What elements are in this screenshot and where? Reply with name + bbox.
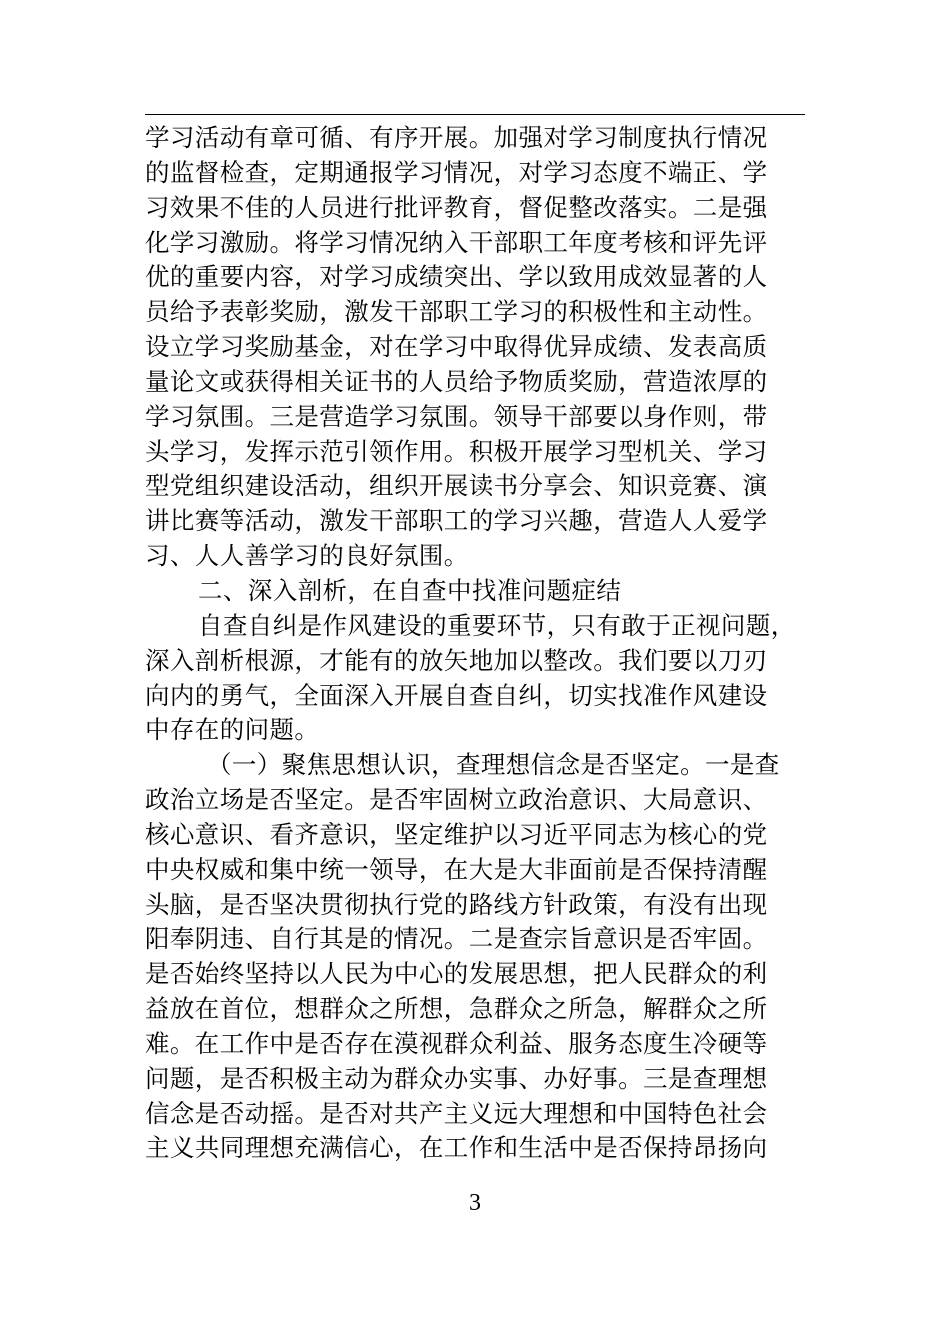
text-line: 的监督检查，定期通报学习情况，对学习态度不端正、学 bbox=[145, 157, 768, 187]
text-line: 核心意识、看齐意识，坚定维护以习近平同志为核心的党 bbox=[145, 819, 768, 849]
text-line: 问题，是否积极主动为群众办实事、办好事。三是查理想 bbox=[145, 1063, 768, 1093]
text-line: 讲比赛等活动，激发干部职工的学习兴趣，营造人人爱学 bbox=[145, 506, 768, 536]
text-line: 学习活动有章可循、有序开展。加强对学习制度执行情况 bbox=[145, 123, 768, 152]
page-number: 3 bbox=[469, 1190, 481, 1216]
header-rule bbox=[145, 114, 805, 115]
text-line: 信念是否动摇。是否对共产主义远大理想和中国特色社会 bbox=[145, 1098, 768, 1128]
text-line: 型党组织建设活动，组织开展读书分享会、知识竞赛、演 bbox=[145, 471, 768, 501]
text-line: 优的重要内容，对学习成绩突出、学以致用成效显著的人 bbox=[145, 262, 768, 292]
text-line: 向内的勇气，全面深入开展自查自纠，切实找准作风建设 bbox=[145, 680, 768, 710]
text-line: 是否始终坚持以人民为中心的发展思想，把人民群众的利 bbox=[145, 959, 768, 989]
text-line: 量论文或获得相关证书的人员给予物质奖励，营造浓厚的 bbox=[145, 366, 768, 396]
text-line: 政治立场是否坚定。是否牢固树立政治意识、大局意识、 bbox=[145, 785, 768, 815]
text-line: 阳奉阴违、自行其是的情况。二是查宗旨意识是否牢固。 bbox=[145, 924, 768, 954]
text-line: 深入剖析根源，才能有的放矢地加以整改。我们要以刀刃 bbox=[145, 645, 768, 675]
text-line: 化学习激励。将学习情况纳入干部职工年度考核和评先评 bbox=[145, 227, 768, 257]
text-line: 员给予表彰奖励，激发干部职工学习的积极性和主动性。 bbox=[145, 297, 768, 327]
text-line: 头学习，发挥示范引领作用。积极开展学习型机关、学习 bbox=[145, 436, 768, 466]
text-line: 设立学习奖励基金，对在学习中取得优异成绩、发表高质 bbox=[145, 332, 768, 362]
subsection-heading-line: （一）聚焦思想认识，查理想信念是否坚定。一是查 bbox=[207, 750, 780, 780]
text-line: 习、人人善学习的良好氛围。 bbox=[145, 541, 469, 571]
text-line: 难。在工作中是否存在漠视群众利益、服务态度生冷硬等 bbox=[145, 1028, 768, 1058]
text-line: 头脑，是否坚决贯彻执行党的路线方针政策，有没有出现 bbox=[145, 889, 768, 919]
text-line: 习效果不佳的人员进行批评教育，督促整改落实。二是强 bbox=[145, 192, 768, 222]
text-line: 中存在的问题。 bbox=[145, 715, 320, 745]
document-body bbox=[145, 121, 835, 1166]
text-line: 学习氛围。三是营造学习氛围。领导干部要以身作则，带 bbox=[145, 401, 768, 431]
paragraph-first-line: 自查自纠是作风建设的重要环节，只有敢于正视问题， bbox=[198, 610, 796, 640]
section-heading: 二、深入剖析，在自查中找准问题症结 bbox=[198, 575, 622, 605]
text-line: 主义共同理想充满信心，在工作和生活中是否保持昂扬向 bbox=[145, 1133, 768, 1163]
text-line: 中央权威和集中统一领导，在大是大非面前是否保持清醒 bbox=[145, 854, 768, 884]
text-line: 益放在首位，想群众之所想，急群众之所急，解群众之所 bbox=[145, 994, 768, 1024]
